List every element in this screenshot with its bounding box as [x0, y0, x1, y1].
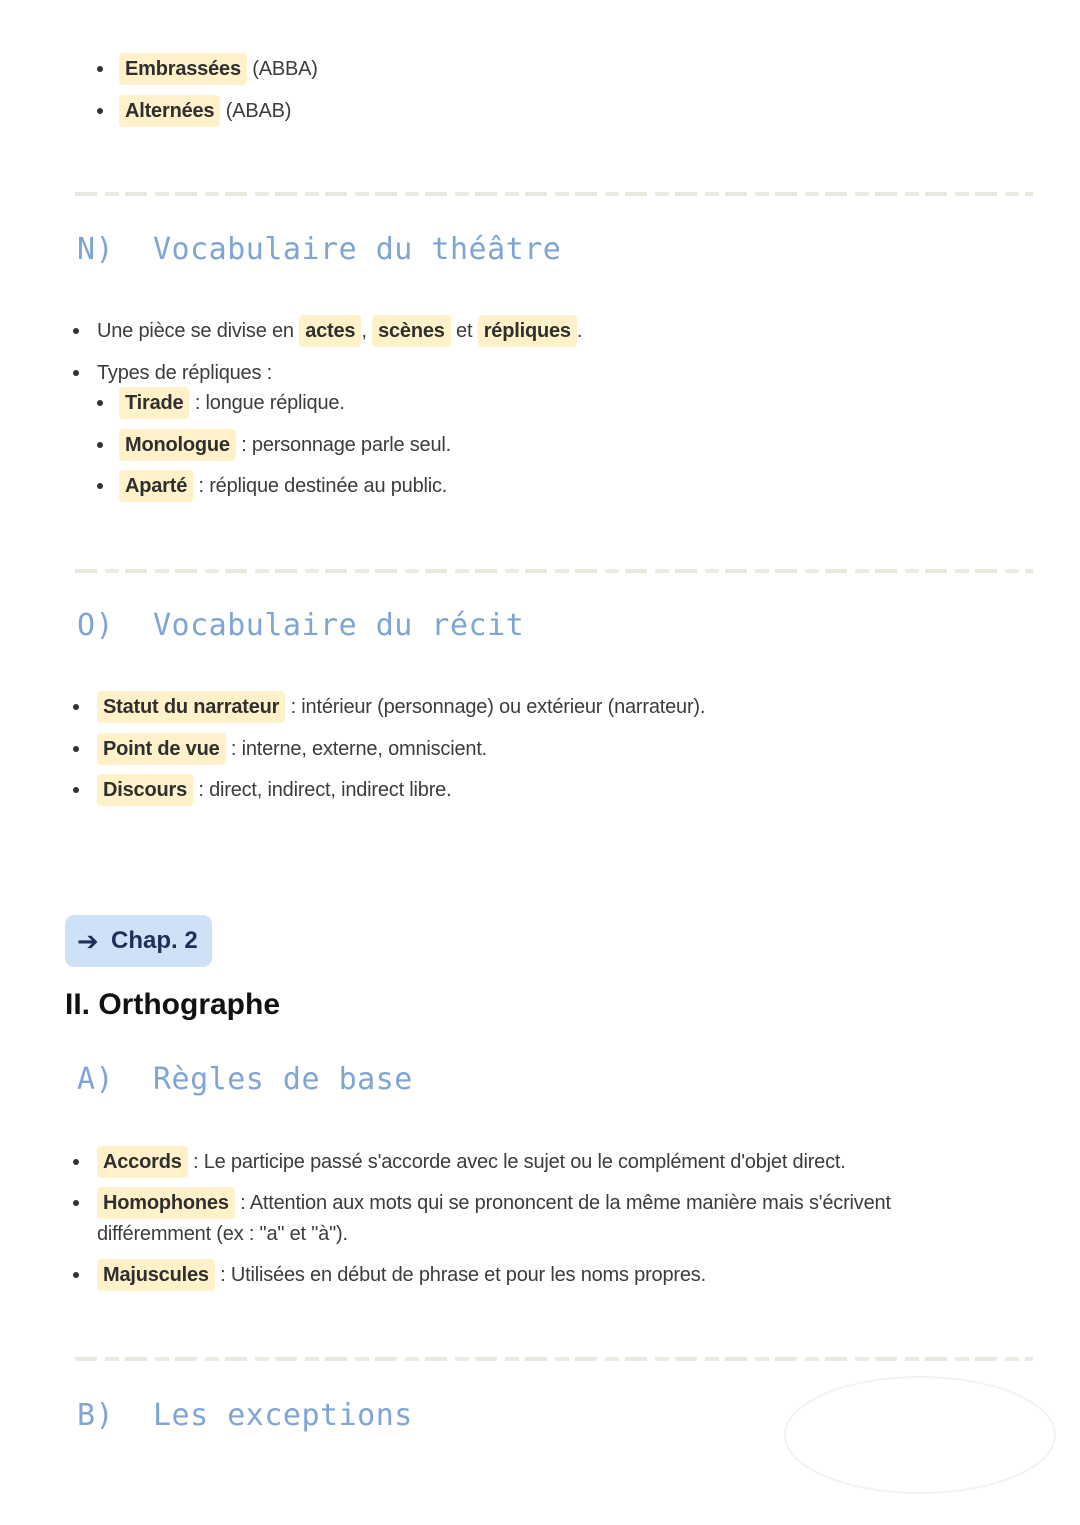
term-highlight: répliques: [478, 315, 577, 347]
divider: [75, 569, 1033, 573]
sub-list-item: [97, 431, 451, 459]
list-item: [73, 317, 582, 345]
section-title: Règles de base: [153, 1062, 413, 1097]
text: et: [450, 320, 478, 342]
term-desc: : intérieur (personnage) ou extérieur (narrateur).: [285, 696, 706, 718]
list-item: [73, 735, 487, 763]
section-title: Les exceptions: [153, 1398, 413, 1433]
divider: [75, 192, 1033, 196]
list-item: [73, 359, 272, 387]
arrow-right-icon: ➔: [77, 926, 99, 956]
faint-watermark: [780, 1370, 1070, 1510]
term-desc: : direct, indirect, indirect libre.: [193, 779, 452, 801]
text: ,: [361, 320, 373, 342]
list-item: [97, 97, 291, 125]
text: .: [576, 320, 583, 342]
term-highlight: Alternées: [119, 95, 220, 127]
section-title: Vocabulaire du théâtre: [153, 232, 562, 267]
term-desc: (ABAB): [220, 100, 292, 122]
term-desc: : Utilisées en début de phrase et pour les noms propres.: [214, 1264, 706, 1286]
section-letter: N): [77, 232, 115, 267]
term-highlight: Aparté: [119, 470, 193, 502]
section-heading: [77, 1062, 413, 1097]
term-desc: : personnage parle seul.: [235, 434, 451, 456]
term-desc: : Attention aux mots qui se prononcent de la même manière mais s'écrivent: [234, 1192, 891, 1214]
text: Une pièce se divise en: [97, 320, 300, 342]
term-desc: : réplique destinée au public.: [193, 475, 448, 497]
part-title: II. Orthographe: [65, 988, 281, 1021]
term-highlight: Discours: [97, 774, 193, 806]
section-letter: A): [77, 1062, 115, 1097]
term-highlight: Accords: [97, 1146, 188, 1178]
term-highlight: scènes: [372, 315, 451, 347]
term-highlight: Majuscules: [97, 1259, 215, 1291]
term-highlight: Embrassées: [119, 53, 247, 85]
list-item: [73, 1261, 706, 1289]
section-letter: B): [77, 1398, 115, 1433]
term-desc: : interne, externe, omniscient.: [225, 738, 488, 760]
term-highlight: actes: [299, 315, 361, 347]
sub-list-item: [97, 389, 345, 417]
term-highlight: Point de vue: [97, 733, 226, 765]
section-heading: [77, 232, 561, 267]
term-highlight: Monologue: [119, 429, 236, 461]
term-highlight: Tirade: [119, 387, 189, 419]
text: Types de répliques :: [97, 362, 272, 384]
chapter-badge: [65, 915, 212, 967]
term-highlight: Statut du narrateur: [97, 691, 285, 723]
term-highlight: Homophones: [97, 1187, 235, 1219]
section-heading: [77, 608, 524, 643]
list-item: [73, 1189, 891, 1217]
list-item-continuation: différemment (ex : "a" et "à").: [97, 1223, 348, 1245]
sub-list-item: [97, 472, 447, 500]
list-item: [97, 55, 318, 83]
section-letter: O): [77, 608, 115, 643]
divider: [75, 1357, 1033, 1361]
list-item: [73, 1148, 846, 1176]
list-item: [73, 693, 705, 721]
section-heading: [77, 1398, 413, 1433]
chapter-label: Chap. 2: [111, 927, 198, 954]
term-desc: (ABBA): [246, 58, 318, 80]
term-desc: : longue réplique.: [189, 392, 345, 414]
section-title: Vocabulaire du récit: [153, 608, 525, 643]
list-item: [73, 776, 451, 804]
term-desc: : Le participe passé s'accorde avec le sujet ou le complément d'objet direct.: [187, 1151, 846, 1173]
